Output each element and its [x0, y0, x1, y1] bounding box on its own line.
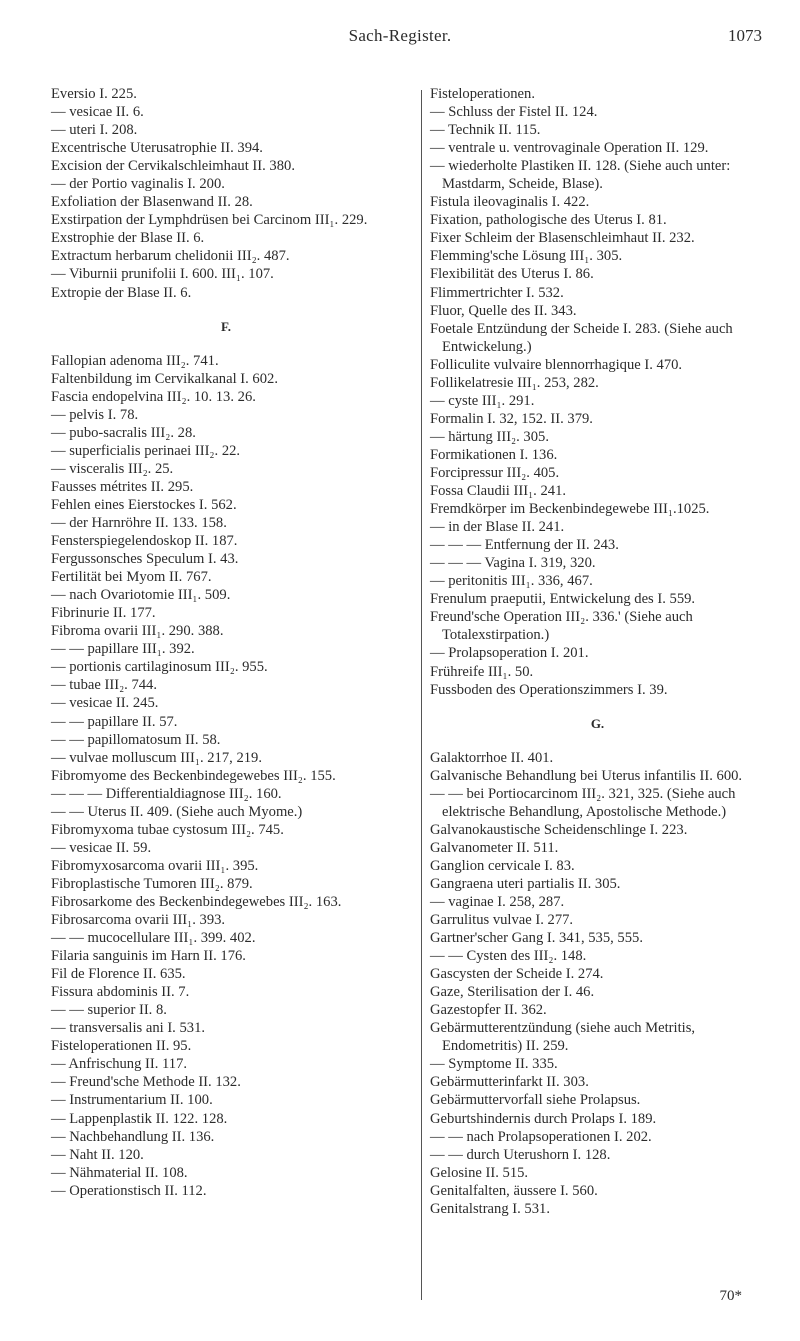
index-entry: Excision der Cervikalschleimhaut II. 380.	[51, 158, 295, 175]
index-entry: — — durch Uterushorn I. 128.	[430, 1146, 611, 1163]
index-entry: — — mucocellulare III₁. 399. 402.	[51, 930, 256, 947]
index-entry: Gartner'scher Gang I. 341, 535, 555.	[430, 930, 643, 947]
index-entry: — — papillare III₁. 392.	[51, 641, 195, 658]
index-entry: Fehlen eines Eierstockes I. 562.	[51, 496, 237, 513]
index-entry: Fertilität bei Myom II. 767.	[51, 569, 212, 586]
index-entry: Genitalfalten, äussere I. 560.	[430, 1182, 598, 1199]
index-entry: — transversalis ani I. 531.	[51, 1020, 206, 1037]
index-entry: — portionis cartilaginosum III₂. 955.	[51, 659, 268, 676]
index-entry: Exfoliation der Blasenwand II. 28.	[51, 194, 253, 211]
index-entry: — — Cysten des III₂. 148.	[430, 948, 587, 965]
index-entry: Fluor, Quelle des II. 343.	[430, 302, 577, 319]
index-entry: Fistula ileovaginalis I. 422.	[430, 194, 590, 211]
index-entry: — — — Entfernung der II. 243.	[430, 537, 619, 554]
page-header	[0, 26, 800, 50]
index-entry: — Nachbehandlung II. 136.	[51, 1128, 215, 1145]
index-entry: — Technik II. 115.	[430, 122, 541, 139]
index-entry: — vaginae I. 258, 287.	[430, 893, 565, 910]
index-entry: — vulvae molluscum III₁. 217, 219.	[51, 749, 262, 766]
index-entry: Excentrische Uterusatrophie II. 394.	[51, 140, 263, 157]
index-entry: — Anfrischung II. 117.	[51, 1056, 188, 1073]
index-entry: Fil de Florence II. 635.	[51, 966, 186, 983]
index-entry: — uteri I. 208.	[51, 122, 138, 139]
index-entry: — härtung III₂. 305.	[430, 428, 549, 445]
index-entry: Faltenbildung im Cervikalkanal I. 602.	[51, 370, 278, 387]
index-entry: — vesicae II. 6.	[51, 104, 144, 121]
section-letter: F.	[221, 318, 231, 334]
index-entry: Fibroma ovarii III₁. 290. 388.	[51, 623, 224, 640]
index-entry: Fixer Schleim der Blasenschleimhaut II. 232.	[430, 230, 695, 247]
index-entry: — Schluss der Fistel II. 124.	[430, 104, 598, 121]
index-entry: Fensterspiegelendoskop II. 187.	[51, 533, 238, 550]
index-entry: — — Uterus II. 409. (Siehe auch Myome.)	[51, 803, 303, 820]
index-entry: — cyste III₁. 291.	[430, 392, 535, 409]
index-entry: Fremdkörper im Beckenbindegewebe III₁.1025.	[430, 501, 710, 518]
index-entry: — in der Blase II. 241.	[430, 519, 565, 536]
index-entry: Fibromyome des Beckenbindegewebes III₂. 155.	[51, 767, 336, 784]
index-entry: Fisteloperationen.	[430, 86, 535, 102]
index-entry: Folliculite vulvaire blennorrhagique I. 470.	[430, 356, 683, 373]
index-entry: — pubo-sacralis III₂. 28.	[51, 424, 196, 441]
index-entry: — Viburnii prunifolii I. 600. III₁. 107.	[51, 266, 274, 283]
index-entry: Galvanokaustische Scheidenschlinge I. 223.	[430, 821, 688, 838]
index-entry: Galaktorrhoe II. 401.	[430, 749, 554, 766]
index-entry: Fixation, pathologische des Uterus I. 81.	[430, 212, 667, 229]
index-entry: — superficialis perinaei III₂. 22.	[51, 442, 241, 459]
index-entry: Formalin I. 32, 152. II. 379.	[430, 410, 593, 427]
index-entry: — — superior II. 8.	[51, 1002, 167, 1019]
index-entry: — — — Vagina I. 319, 320.	[430, 555, 596, 572]
index-entry: Exstirpation der Lymphdrüsen bei Carcinom III₁. 229.	[51, 212, 368, 229]
index-entry: Frenulum praeputii, Entwickelung des I. 559.	[430, 591, 696, 608]
signature-mark: 70*	[719, 1288, 742, 1304]
section-letter: G.	[590, 715, 605, 731]
index-entry: Geburtshindernis durch Prolaps I. 189.	[430, 1110, 657, 1127]
index-entry: — peritonitis III₁. 336, 467.	[430, 573, 593, 590]
index-entry: — Naht II. 120.	[51, 1146, 144, 1163]
index-entry: Eversio I. 225.	[51, 86, 137, 102]
index-entry: — vesicae II. 59.	[51, 839, 152, 856]
index-entry: Fossa Claudii III₁. 241.	[430, 483, 567, 500]
index-entry: Gascysten der Scheide I. 274.	[430, 966, 604, 983]
column-divider	[421, 90, 422, 1300]
index-entry: Flemming'sche Lösung III₁. 305.	[430, 248, 623, 265]
index-entry: Gebärmuttervorfall siehe Prolapsus.	[430, 1092, 641, 1109]
index-entry: Fibrinurie II. 177.	[51, 605, 156, 622]
index-entry: Extractum herbarum chelidonii III₂. 487.	[51, 248, 290, 265]
index-entry: Formikationen I. 136.	[430, 446, 558, 463]
page-number: 1073	[728, 26, 762, 45]
index-entry: Fibrosarkome des Beckenbindegewebes III₂. 163.	[51, 893, 342, 910]
index-entry: Fibromyxoma tubae cystosum III₂. 745.	[51, 821, 284, 838]
index-entry: — visceralis III₂. 25.	[51, 460, 174, 477]
index-entry: Fibrosarcoma ovarii III₁. 393.	[51, 912, 226, 929]
index-entry: — Operationstisch II. 112.	[51, 1182, 207, 1199]
index-entry: Fissura abdominis II. 7.	[51, 984, 190, 1001]
index-entry: — der Portio vaginalis I. 200.	[51, 176, 225, 193]
index-entry: — Prolapsoperation I. 201.	[430, 645, 589, 662]
index-entry: Forcipressur III₂. 405.	[430, 464, 560, 481]
index-entry: — pelvis I. 78.	[51, 406, 139, 423]
index-entry: — — papillomatosum II. 58.	[51, 731, 221, 748]
index-entry: Galvanometer II. 511.	[430, 839, 559, 856]
index-entry: Fibroplastische Tumoren III₂. 879.	[51, 875, 253, 892]
index-entry: — ventrale u. ventrovaginale Operation II. 129.	[430, 140, 709, 157]
index-entry: — wiederholte Plastiken II. 128. (Siehe auch unter: Mastdarm, Scheide, Blase).	[430, 158, 731, 193]
index-entry: — nach Ovariotomie III₁. 509.	[51, 587, 231, 604]
index-column-left	[51, 85, 401, 1200]
index-entry: — Symptome II. 335.	[430, 1056, 558, 1073]
index-entry: Gangraena uteri partialis II. 305.	[430, 875, 621, 892]
index-entry: Fausses métrites II. 295.	[51, 478, 194, 495]
index-entry: Follikelatresie III₁. 253, 282.	[430, 374, 599, 391]
index-entry: Fascia endopelvina III₂. 10. 13. 26.	[51, 388, 256, 405]
index-entry: Freund'sche Operation III₂. 336.' (Siehe auch Totalexstirpation.)	[430, 609, 693, 644]
index-entry: Extropie der Blase II. 6.	[51, 284, 192, 301]
index-entry: Fisteloperationen II. 95.	[51, 1038, 192, 1055]
index-entry: Galvanische Behandlung bei Uterus infantilis II. 600.	[430, 767, 743, 784]
index-entry: Flexibilität des Uterus I. 86.	[430, 266, 594, 283]
index-entry: — Instrumentarium II. 100.	[51, 1092, 213, 1109]
index-entry: — Freund'sche Methode II. 132.	[51, 1074, 241, 1091]
index-entry: — vesicae II. 245.	[51, 695, 159, 712]
index-entry: — — nach Prolapsoperationen I. 202.	[430, 1128, 652, 1145]
index-column-right	[430, 85, 765, 1218]
index-entry: — — bei Portiocarcinom III₂. 321, 325. (Siehe auch elektrische Behandlung, Apostolische Methode.)	[430, 785, 736, 820]
index-entry: Foetale Entzündung der Scheide I. 283. (Siehe auch Entwickelung.)	[430, 320, 733, 355]
index-entry: Gaze, Sterilisation der I. 46.	[430, 984, 595, 1001]
index-entry: Gazestopfer II. 362.	[430, 1002, 547, 1019]
index-entry: Fallopian adenoma III₂. 741.	[51, 352, 219, 369]
index-entry: Garrulitus vulvae I. 277.	[430, 912, 574, 929]
index-entry: — der Harnröhre II. 133. 158.	[51, 514, 227, 531]
index-entry: — — — Differentialdiagnose III₂. 160.	[51, 785, 282, 802]
index-entry: Gelosine II. 515.	[430, 1164, 529, 1181]
index-entry: — tubae III₂. 744.	[51, 677, 157, 694]
index-entry: Fussboden des Operationszimmers I. 39.	[430, 681, 668, 698]
index-entry: — Nähmaterial II. 108.	[51, 1164, 188, 1181]
index-entry: Filaria sanguinis im Harn II. 176.	[51, 948, 246, 965]
index-entry: Gebärmutterinfarkt II. 303.	[430, 1074, 589, 1091]
running-title: Sach-Register.	[348, 26, 452, 45]
index-entry: Ganglion cervicale I. 83.	[430, 857, 575, 874]
index-entry: — — papillare II. 57.	[51, 713, 178, 730]
index-entry: Flimmertrichter I. 532.	[430, 284, 564, 301]
index-entry: — Lappenplastik II. 122. 128.	[51, 1110, 228, 1127]
index-entry: Genitalstrang I. 531.	[430, 1200, 550, 1217]
index-entry: Frühreife III₁. 50.	[430, 663, 534, 680]
index-entry: Exstrophie der Blase II. 6.	[51, 230, 205, 247]
index-entry: Fergussonsches Speculum I. 43.	[51, 551, 239, 568]
index-entry: Fibromyxosarcoma ovarii III₁. 395.	[51, 857, 259, 874]
index-entry: Gebärmutterentzündung (siehe auch Metritis, Endometritis) II. 259.	[430, 1020, 696, 1055]
